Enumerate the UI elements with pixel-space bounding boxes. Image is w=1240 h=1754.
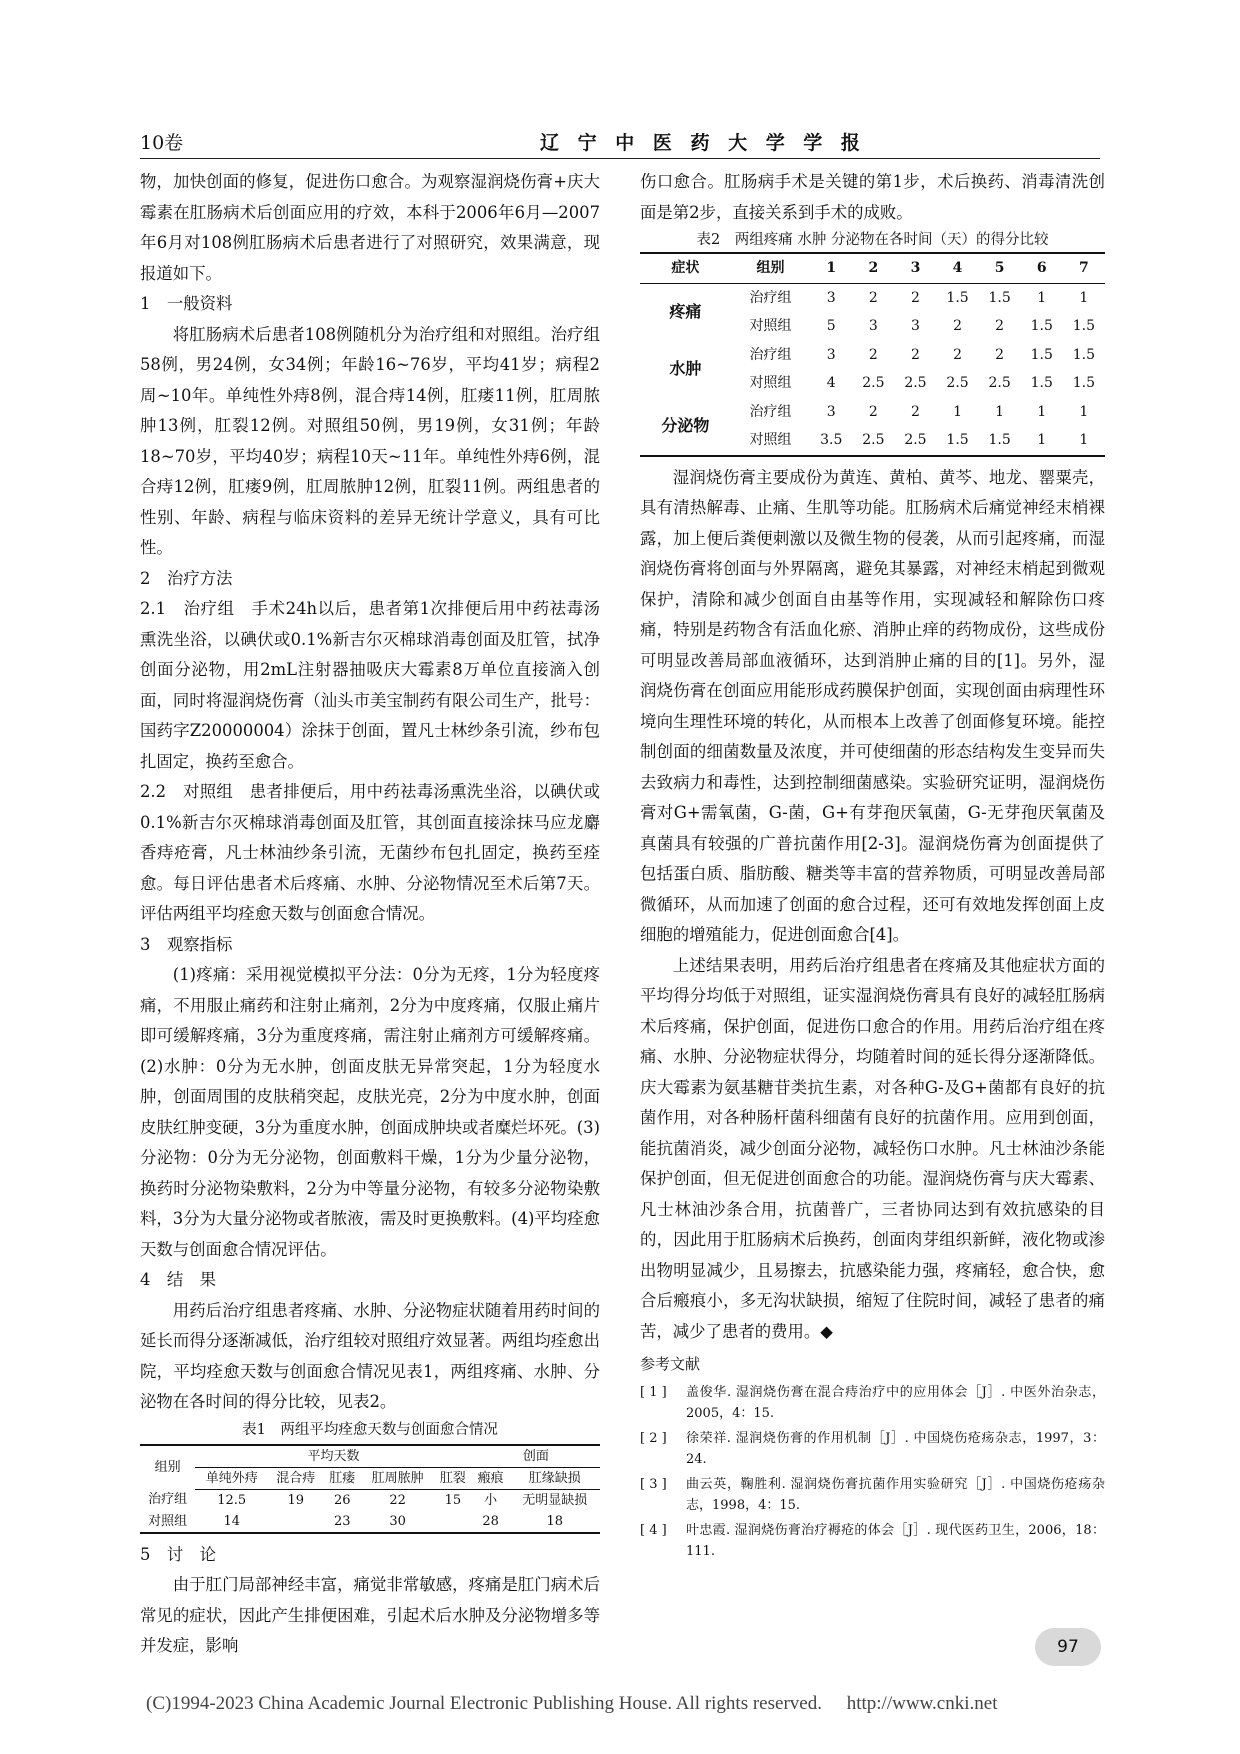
paragraph: 湿润烧伤膏主要成份为黄连、黄柏、黄芩、地龙、罂粟壳，具有清热解毒、止痛、生肌等功能。肛肠病术后痛觉神经末梢裸露，加上便后粪便刺激以及微生物的侵袭，从而引起疼痛，而湿润烧伤膏将创面与外界隔离，避免其暴露，对神经末梢起到微观保护，清除和减少创面自由基等作用，实现减轻和解除伤口疼痛，特别是药物含有活血化瘀、消肿止痒的药物成份，这些成份可明显改善局部血液循环，达到消肿止痛的目的[1]。另外，湿润烧伤膏在创面应用能形成药膜保护创面，实现创面由病理性环境向生理性环境的转化，从而根本上改善了创面修复环境。能控制创面的细菌数量及浓度，并可使细菌的形态结构发生变异而失去致病力和毒性，达到控制细菌感染。实验研究证明，湿润烧伤膏对G+需氧菌，G-菌，G+有芽孢厌氧菌，G-无芽孢厌氧菌及真菌具有较强的广普抗菌作用[2-3]。湿润烧伤膏为创面提供了包括蛋白质、脂肪酸、糖类等丰富的营养物质，可明显改善局部微循环，从而加速了创面的愈合过程，还可有效地发挥创面上皮细胞的增殖能力，促进创面愈合[4]。 <box>640 467 1105 944</box>
references-list <box>640 1382 1105 1562</box>
table2-cell: 1 <box>995 403 1005 420</box>
table2-symptom-cell: 疼痛 <box>669 301 702 321</box>
table1-col-header: 肛周脓肿 <box>361 1467 434 1489</box>
table2-cell: 5 <box>826 318 836 334</box>
left-body-text <box>140 167 600 1418</box>
table1-group-cell: 治疗组 <box>148 1492 188 1508</box>
section-heading: 3 观察指标 <box>140 934 233 954</box>
table1-cell: 15 <box>444 1492 462 1508</box>
left-body-text-2 <box>140 1540 600 1662</box>
reference-item <box>640 1474 1105 1516</box>
running-header <box>140 128 1100 159</box>
paragraph: 用药后治疗组患者疼痛、水肿、分泌物症状随着用药时间的延长而得分逐渐减低，治疗组较对照组疗效显著。两组均痊愈出院，平均痊愈天数与创面愈合情况见表1，两组疼痛、水肿、分泌物在各时间的得分比较，见表2。 <box>140 1300 600 1411</box>
table1-cell <box>434 1511 472 1533</box>
right-body-text-2 <box>640 463 1105 1348</box>
table2-cell: 1 <box>1037 403 1047 420</box>
table2-col-header: 3 <box>894 253 936 283</box>
table1-group-header: 组别 <box>154 1459 181 1475</box>
section-heading: 2 治疗方法 <box>140 568 233 588</box>
right-column <box>640 167 1105 1566</box>
table1-span-days: 平均天数 <box>195 1445 471 1468</box>
table1-cell: 22 <box>389 1492 406 1508</box>
table2-cell: 3 <box>826 289 836 306</box>
paragraph: 2.1 治疗组 手术24h以后，患者第1次排便后用中药祛毒汤熏洗坐浴，以碘伏或0.1%新吉尔灭棉球消毒创面及肛管，拭净创面分泌物，用2mL注射器抽吸庆大霉素8万单位直接滴入创面，同时将湿润烧伤膏（汕头市美宝制药有限公司生产，批号：国药字Z20000004）涂抹于创面，置凡士林纱条引流，纱布包扎固定，换药至愈合。 <box>140 599 600 771</box>
reference-item <box>640 1428 1105 1470</box>
table2-cell: 1.5 <box>988 289 1011 306</box>
table2 <box>640 252 1105 457</box>
section-heading: 4 结 果 <box>140 1270 216 1289</box>
table2-cell: 2.5 <box>988 375 1011 391</box>
reference-number: [ 3 ] <box>640 1476 667 1492</box>
table2-col-header: 7 <box>1063 253 1105 283</box>
table1-col-header: 肛瘘 <box>323 1467 361 1489</box>
table1-col-header: 瘢痕 <box>472 1467 510 1489</box>
table2-cell: 1.5 <box>1072 375 1096 391</box>
table2-group-cell: 治疗组 <box>749 346 792 363</box>
table1-cell: 19 <box>287 1492 305 1508</box>
reference-item <box>640 1382 1105 1424</box>
references-title: 参考文献 <box>640 1355 701 1373</box>
table1-cell: 12.5 <box>217 1492 247 1508</box>
table2-group-cell: 对照组 <box>749 375 792 391</box>
paragraph: 2.2 对照组 患者排便后，用中药祛毒汤熏洗坐浴，以碘伏或0.1%新吉尔灭棉球消毒创面及肛管，其创面直接涂抹马应龙麝香痔疮膏，凡士林油纱条引流，无菌纱布包扎固定，换药至痊愈。每日评估患者术后疼痛、水肿、分泌物情况至术后第7天。评估两组平均痊愈天数与创面愈合情况。 <box>140 782 600 923</box>
table2-group-cell: 对照组 <box>749 432 792 448</box>
table2-cell: 2 <box>910 346 920 363</box>
section-heading: 5 讨 论 <box>140 1544 216 1564</box>
table2-cell: 1.5 <box>946 432 969 448</box>
table2-caption: 表2 两组疼痛 水肿 分泌物在各时间（天）的得分比较 <box>696 232 1049 248</box>
table2-cell: 1.5 <box>1072 346 1096 363</box>
reference-text: 盖俊华. 湿润烧伤膏在混合痔治疗中的应用体会［J］. 中医外治杂志，2005，4：15. <box>686 1384 1105 1421</box>
table1-caption: 表1 两组平均痊愈天数与创面愈合情况 <box>242 1421 498 1438</box>
table-row <box>640 283 1105 312</box>
reference-text: 曲云英，鞠胜利. 湿润烧伤膏抗菌作用实验研究［J］. 中国烧伤疮疡杂志，1998，4：15. <box>686 1476 1105 1513</box>
footer <box>146 1693 997 1715</box>
reference-number: [ 4 ] <box>640 1522 667 1538</box>
table2-col-header: 2 <box>852 253 894 283</box>
section-heading: 1 一般资料 <box>140 294 233 313</box>
table2-cell: 2 <box>953 318 962 334</box>
table2-cell: 2.5 <box>946 375 969 391</box>
table2-col-header: 5 <box>979 253 1021 283</box>
table2-cell: 1 <box>953 403 962 420</box>
table2-cell: 3.5 <box>820 432 843 448</box>
table1-col-header: 单纯外痔 <box>195 1467 268 1489</box>
table2-cell: 1 <box>1037 432 1047 448</box>
table2-cell: 1.5 <box>1030 346 1053 363</box>
table1-group-cell: 对照组 <box>148 1513 188 1529</box>
table2-cell: 2.5 <box>862 432 885 448</box>
table1-col-header: 混合痔 <box>268 1467 323 1489</box>
table2-cell: 1 <box>1079 432 1089 448</box>
paragraph: 由于肛门局部神经丰富，痛觉非常敏感，疼痛是肛门病术后常见的症状，因此产生排便困难，引起术后水肿及分泌物增多等并发症，影响 <box>140 1575 600 1655</box>
table2-cell: 2.5 <box>904 432 927 448</box>
reference-number: [ 1 ] <box>640 1384 667 1400</box>
table2-cell: 2 <box>910 289 920 306</box>
table2-col-header: 1 <box>810 253 852 283</box>
table2-group-cell: 治疗组 <box>749 403 792 420</box>
table2-group-cell: 治疗组 <box>749 289 792 306</box>
table2-cell: 2 <box>868 289 878 306</box>
table1 <box>140 1444 600 1534</box>
footer-copyright: (C)1994-2023 China Academic Journal Electronic Publishing House. All rights reserved. <box>146 1693 822 1714</box>
table1-cell: 26 <box>334 1492 351 1508</box>
table2-cell: 2.5 <box>904 375 927 391</box>
paragraph: 将肛肠病术后患者108例随机分为治疗组和对照组。治疗组58例，男24例，女34例；年龄16~76岁，平均41岁；病程2周~10年。单纯性外痔8例，混合痔14例，肛瘘11例，肛周脓肿13例，肛裂12例。对照组50例，男19例，女31例；年龄18~70岁，平均40岁；病程10天~11年。单纯性外痔6例，混合痔12例，肛瘘9例，肛周脓肿12例，肛裂11例。两组患者的性别、年龄、病程与临床资料的差异无统计学意义，具有可比性。 <box>140 324 600 557</box>
table2-col-header: 症状 <box>640 253 731 283</box>
table2-symptom-cell: 分泌物 <box>661 415 710 435</box>
table2-cell: 1 <box>1079 403 1089 420</box>
table2-cell: 3 <box>826 403 836 420</box>
right-body-text <box>640 167 1105 228</box>
table2-col-header: 6 <box>1021 253 1063 283</box>
table1-cell: 18 <box>546 1513 564 1529</box>
table2-cell: 4 <box>826 375 836 391</box>
table2-cell: 2 <box>995 346 1005 363</box>
table2-cell: 3 <box>826 346 836 363</box>
table-row <box>140 1489 600 1511</box>
reference-number: [ 2 ] <box>640 1430 667 1446</box>
volume-label: 10卷 <box>140 132 184 154</box>
reference-text: 徐荣祥. 湿润烧伤膏的作用机制［J］. 中国烧伤疮疡杂志，1997，3：24. <box>686 1430 1105 1467</box>
paragraph: (1)疼痛：采用视觉模拟平分法：0分为无疼，1分为轻度疼痛，不用服止痛药和注射止痛剂，2分为中度疼痛，仅服止痛片即可缓解疼痛，3分为重度疼痛，需注射止痛剂方可缓解疼痛。(2)水肿：0分为无水肿，创面皮肤无异常突起，1分为轻度水肿，创面周围的皮肤稍突起，皮肤光亮，2分为中度水肿，创面皮肤红肿变硬，3分为重度水肿，创面成肿块或者糜烂坏死。(3)分泌物：0分为无分泌物，创面敷料干燥，1分为少量分泌物，换药时分泌物染敷料，2分为中等量分泌物，有较多分泌物染敷料，3分为大量分泌物或者脓液，需及时更换敷料。(4)平均痊愈天数与创面愈合情况评估。 <box>140 965 600 1259</box>
reference-text: 叶忠霞. 湿润烧伤膏治疗褥疮的体会［J］. 现代医药卫生，2006，18：111. <box>686 1522 1105 1559</box>
reference-item <box>640 1520 1105 1562</box>
table2-col-header: 4 <box>937 253 979 283</box>
table2-cell: 2.5 <box>862 375 885 391</box>
table2-cell: 2 <box>953 346 962 363</box>
table2-cell: 1.5 <box>1030 375 1053 391</box>
paragraph: 上述结果表明，用药后治疗组患者在疼痛及其他症状方面的平均得分均低于对照组，证实湿润烧伤膏具有良好的减轻肛肠病术后疼痛，保护创面，促进伤口愈合的作用。用药后治疗组在疼痛、水肿、分泌物症状得分，均随着时间的延长得分逐渐降低。庆大霉素为氨基糖苷类抗生素，对各种G-及G+菌都有良好的抗菌作用，对各种肠杆菌科细菌有良好的抗菌作用。应用到创面，能抗菌消炎，减少创面分泌物，减轻伤口水肿。凡士林油沙条能保护创面，但无促进创面愈合的功能。湿润烧伤膏与庆大霉素、凡士林油沙条合用，抗菌普广，三者协同达到有效抗感染的目的，因此用于肛肠病术后换药，创面肉芽组织新鲜，液化物或渗出物明显减少，且易擦去，抗感染能力强，疼痛轻，愈合快，愈合后瘢痕小，多无沟状缺损，缩短了住院时间，减轻了患者的痛苦，减少了患者的费用。◆ <box>640 955 1105 1341</box>
table2-cell: 3 <box>910 318 920 334</box>
table2-col-header: 组别 <box>731 253 810 283</box>
table2-cell: 1.5 <box>1030 318 1053 334</box>
page-number: 97 <box>1035 1628 1101 1666</box>
table2-cell: 2 <box>868 403 878 420</box>
table1-cell: 小 <box>484 1492 498 1508</box>
journal-title: 辽 宁 中 医 药 大 学 学 报 <box>540 132 866 154</box>
left-column <box>140 167 600 1662</box>
table1-cell <box>268 1511 323 1533</box>
table2-cell: 1.5 <box>988 432 1011 448</box>
table2-group-cell: 对照组 <box>749 318 792 334</box>
table-row <box>640 341 1105 370</box>
table1-cell: 28 <box>482 1513 499 1529</box>
table2-cell: 2 <box>995 318 1005 334</box>
table2-cell: 2 <box>910 403 920 420</box>
table-row <box>640 398 1105 427</box>
table1-cell: 无明显缺损 <box>522 1492 588 1508</box>
table1-span-wound: 创面 <box>472 1445 600 1468</box>
table1-cell: 23 <box>334 1513 351 1529</box>
table2-cell: 2 <box>868 346 878 363</box>
paragraph: 物，加快创面的修复，促进伤口愈合。为观察湿润烧伤膏+庆大霉素在肛肠病术后创面应用的疗效，本科于2006年6月—2007年6月对108例肛肠病术后患者进行了对照研究，效果满意，现报道如下。 <box>140 172 600 283</box>
table2-cell: 1.5 <box>946 289 969 306</box>
table2-cell: 1 <box>1079 289 1089 306</box>
table2-symptom-cell: 水肿 <box>669 358 702 378</box>
table1-cell: 14 <box>223 1513 240 1529</box>
table-row <box>140 1511 600 1533</box>
table2-cell: 1.5 <box>1072 318 1096 334</box>
footer-url: http://www.cnki.net <box>846 1693 998 1714</box>
table1-col-header: 肛裂 <box>434 1467 472 1489</box>
table1-col-header: 肛缘缺损 <box>510 1467 600 1489</box>
table2-cell: 3 <box>868 318 878 334</box>
table1-cell: 30 <box>389 1513 406 1529</box>
table2-cell: 1 <box>1037 289 1047 306</box>
paragraph: 伤口愈合。肛肠病手术是关键的第1步，术后换药、消毒清洗创面是第2步，直接关系到手术的成败。 <box>640 172 1105 222</box>
